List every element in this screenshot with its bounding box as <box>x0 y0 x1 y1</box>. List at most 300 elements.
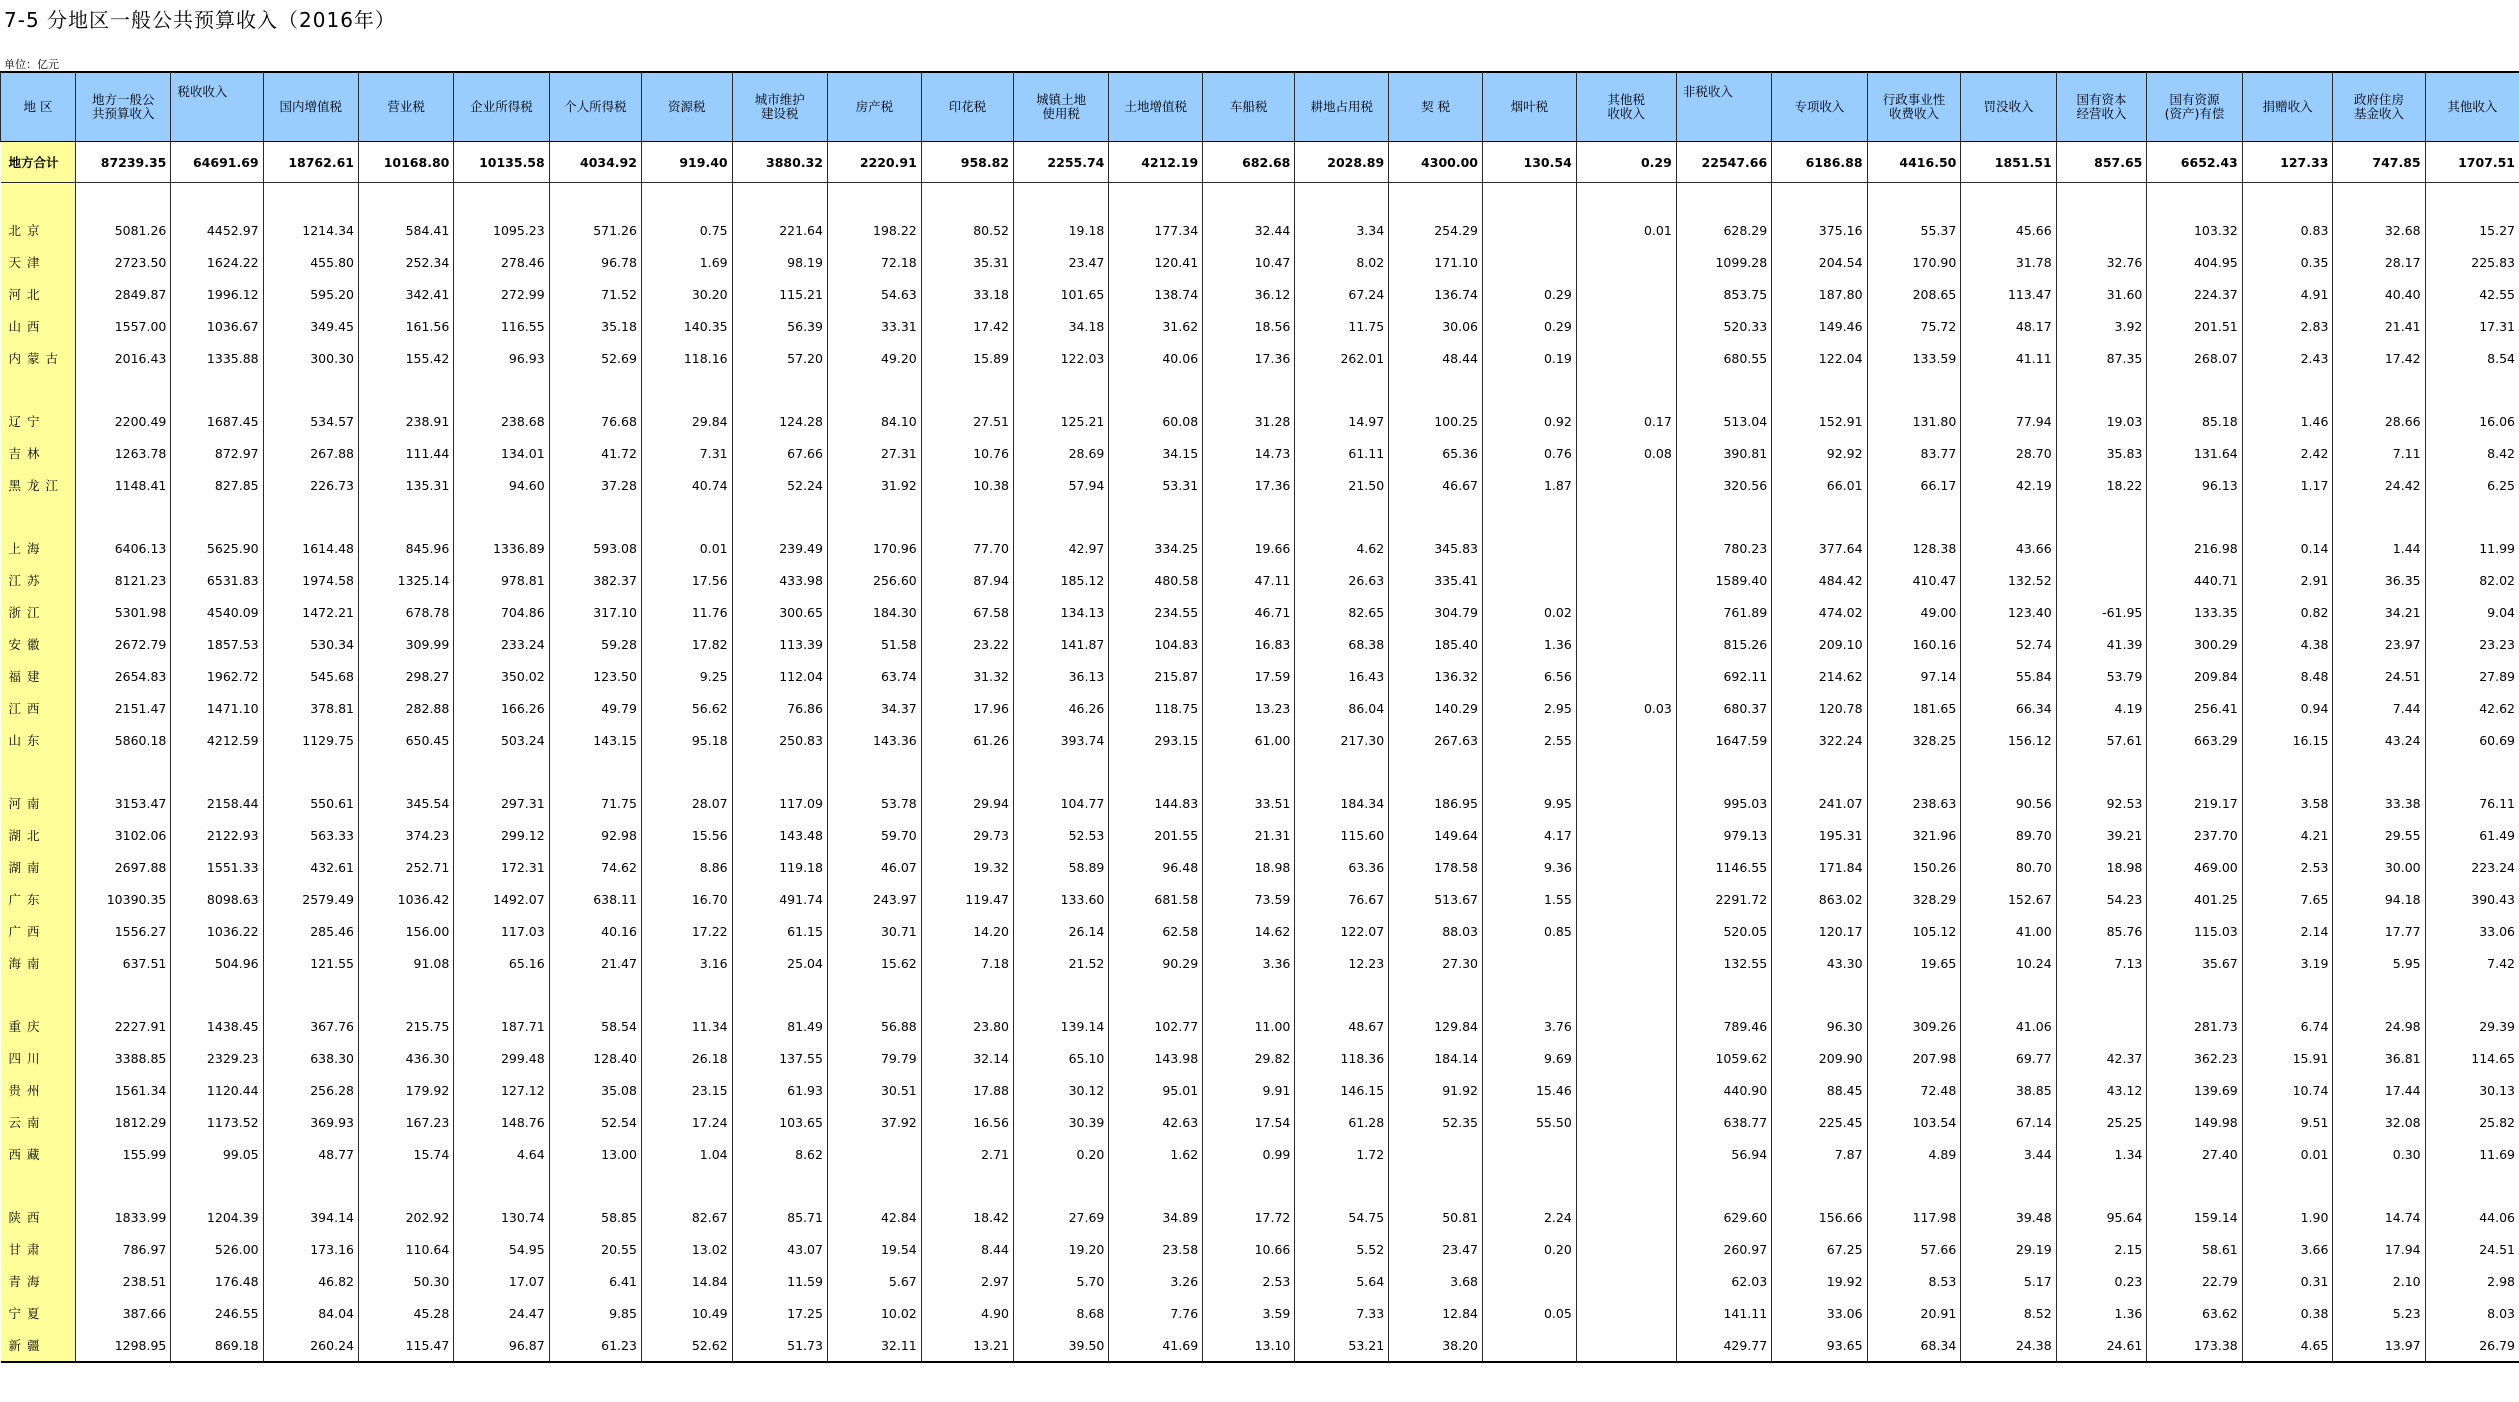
header-tax-col-1 <box>263 72 358 142</box>
value-cell: 91.92 <box>1389 1074 1483 1106</box>
value-cell: 19.65 <box>1867 947 1961 979</box>
value-cell: 0.29 <box>1576 142 1676 183</box>
empty-cell <box>1961 183 2056 215</box>
value-cell: 43.07 <box>732 1233 827 1265</box>
value-cell: 85.18 <box>2147 405 2242 437</box>
empty-cell <box>1014 979 1109 1010</box>
value-cell: 46.26 <box>1014 692 1109 724</box>
value-cell <box>1576 469 1676 501</box>
header-nontax-col-6 <box>2242 72 2333 142</box>
value-cell: 42.19 <box>1961 469 2056 501</box>
header-tax-col-12 <box>1295 72 1389 142</box>
empty-cell <box>1389 374 1483 405</box>
empty-cell <box>732 979 827 1010</box>
value-cell: 19.03 <box>2056 405 2147 437</box>
value-cell: 369.93 <box>263 1106 358 1138</box>
value-cell: 682.68 <box>1203 142 1295 183</box>
empty-cell <box>1576 374 1676 405</box>
value-cell: 504.96 <box>171 947 263 979</box>
value-cell <box>1576 564 1676 596</box>
header-tax-col-5-line1: 资源税 <box>668 99 706 114</box>
value-cell: 136.32 <box>1389 660 1483 692</box>
value-cell: 61.00 <box>1203 724 1295 756</box>
value-cell: 678.78 <box>358 596 453 628</box>
value-cell: 201.55 <box>1109 819 1203 851</box>
value-cell: 2.55 <box>1482 724 1576 756</box>
value-cell: 250.83 <box>732 724 827 756</box>
empty-cell <box>358 374 453 405</box>
value-cell: 256.60 <box>827 564 921 596</box>
value-cell <box>1576 660 1676 692</box>
value-cell: 201.51 <box>2147 310 2242 342</box>
value-cell: 185.12 <box>1014 564 1109 596</box>
value-cell: 256.28 <box>263 1074 358 1106</box>
empty-cell <box>1109 183 1203 215</box>
value-cell: 44.06 <box>2425 1201 2519 1233</box>
value-cell: 198.22 <box>827 214 921 246</box>
empty-cell <box>1389 979 1483 1010</box>
value-cell <box>1482 1329 1576 1362</box>
empty-cell <box>2242 756 2333 787</box>
header-nontax-col-7-line1: 政府住房 <box>2354 92 2405 107</box>
empty-cell <box>1203 501 1295 532</box>
value-cell: 29.55 <box>2333 819 2425 851</box>
region-cell <box>1 756 76 787</box>
value-cell: 173.16 <box>263 1233 358 1265</box>
value-cell: 21.50 <box>1295 469 1389 501</box>
value-cell: 43.24 <box>2333 724 2425 756</box>
value-cell: 141.11 <box>1676 1297 1771 1329</box>
value-cell: 27.89 <box>2425 660 2519 692</box>
value-cell: 94.18 <box>2333 883 2425 915</box>
value-cell: 25.04 <box>732 947 827 979</box>
value-cell: 3.26 <box>1109 1265 1203 1297</box>
value-cell: 90.29 <box>1109 947 1203 979</box>
value-cell: 76.86 <box>732 692 827 724</box>
header-tax-col-1-line1: 国内增值税 <box>279 99 343 114</box>
value-cell: 1148.41 <box>76 469 171 501</box>
empty-cell <box>2147 979 2242 1010</box>
value-cell: 0.31 <box>2242 1265 2333 1297</box>
value-cell: 63.74 <box>827 660 921 692</box>
value-cell: 32.68 <box>2333 214 2425 246</box>
value-cell: 112.04 <box>732 660 827 692</box>
value-cell: 103.65 <box>732 1106 827 1138</box>
header-tax-col-4 <box>549 72 641 142</box>
value-cell: 127.12 <box>454 1074 549 1106</box>
table-row <box>1 342 2519 374</box>
value-cell <box>1576 596 1676 628</box>
value-cell: 121.55 <box>263 947 358 979</box>
value-cell: 60.69 <box>2425 724 2519 756</box>
value-cell: 15.46 <box>1482 1074 1576 1106</box>
empty-cell <box>1676 501 1771 532</box>
empty-cell <box>732 374 827 405</box>
empty-cell <box>1867 183 1961 215</box>
value-cell: 41.06 <box>1961 1010 2056 1042</box>
empty-cell <box>1389 1170 1483 1201</box>
value-cell: 223.24 <box>2425 851 2519 883</box>
header-tax-col-6 <box>732 72 827 142</box>
value-cell: 0.94 <box>2242 692 2333 724</box>
empty-cell <box>1961 756 2056 787</box>
value-cell: 0.75 <box>641 214 732 246</box>
value-cell: 43.12 <box>2056 1074 2147 1106</box>
value-cell: 131.64 <box>2147 437 2242 469</box>
value-cell: 34.89 <box>1109 1201 1203 1233</box>
value-cell: 238.63 <box>1867 787 1961 819</box>
value-cell: 31.78 <box>1961 246 2056 278</box>
empty-cell <box>1109 979 1203 1010</box>
value-cell: 116.55 <box>454 310 549 342</box>
value-cell: 13.10 <box>1203 1329 1295 1362</box>
value-cell: 172.31 <box>454 851 549 883</box>
empty-cell <box>76 501 171 532</box>
value-cell: 410.47 <box>1867 564 1961 596</box>
value-cell: 0.92 <box>1482 405 1576 437</box>
header-nontax-col-5-line1: 国有资源 <box>2169 92 2220 107</box>
header-tax-col-9-line2: 使用税 <box>1042 106 1080 121</box>
header-nontax-col-4-line2: 经营收入 <box>2076 106 2127 121</box>
value-cell: 208.65 <box>1867 278 1961 310</box>
value-cell: 8.86 <box>641 851 732 883</box>
value-cell: 49.20 <box>827 342 921 374</box>
value-cell: 8.03 <box>2425 1297 2519 1329</box>
value-cell: 47.11 <box>1203 564 1295 596</box>
empty-cell <box>827 501 921 532</box>
value-cell: 13.02 <box>641 1233 732 1265</box>
value-cell: 57.20 <box>732 342 827 374</box>
value-cell: 55.37 <box>1867 214 1961 246</box>
value-cell: 96.87 <box>454 1329 549 1362</box>
value-cell: 41.11 <box>1961 342 2056 374</box>
value-cell: 853.75 <box>1676 278 1771 310</box>
value-cell: 2.83 <box>2242 310 2333 342</box>
value-cell: 17.44 <box>2333 1074 2425 1106</box>
header-local-total-line1: 地方一般公 <box>91 92 155 107</box>
empty-cell <box>1867 979 1961 1010</box>
value-cell: 32.14 <box>921 1042 1013 1074</box>
region-cell: 广东 <box>1 883 76 915</box>
value-cell: 21.31 <box>1203 819 1295 851</box>
empty-cell <box>1109 756 1203 787</box>
value-cell: 28.69 <box>1014 437 1109 469</box>
value-cell: 12.23 <box>1295 947 1389 979</box>
value-cell: 0.83 <box>2242 214 2333 246</box>
value-cell: 125.21 <box>1014 405 1109 437</box>
value-cell: 123.50 <box>549 660 641 692</box>
value-cell: 18.56 <box>1203 310 1295 342</box>
empty-cell <box>1482 756 1576 787</box>
region-cell <box>1 501 76 532</box>
spacer-row <box>1 756 2519 787</box>
empty-cell <box>1482 1170 1576 1201</box>
region-cell: 重庆 <box>1 1010 76 1042</box>
value-cell: 96.30 <box>1772 1010 1867 1042</box>
header-nontax-col-5 <box>2147 72 2242 142</box>
value-cell <box>1576 1265 1676 1297</box>
value-cell: 8.42 <box>2425 437 2519 469</box>
empty-cell <box>76 756 171 787</box>
table-row <box>1 851 2519 883</box>
value-cell: 2579.49 <box>263 883 358 915</box>
value-cell: 1472.21 <box>263 596 358 628</box>
value-cell: 61.26 <box>921 724 1013 756</box>
header-nontax-col-2 <box>1867 72 1961 142</box>
value-cell: 5.23 <box>2333 1297 2425 1329</box>
value-cell: 40.40 <box>2333 278 2425 310</box>
value-cell: 123.40 <box>1961 596 2056 628</box>
value-cell <box>2056 564 2147 596</box>
value-cell: 243.97 <box>827 883 921 915</box>
value-cell: 14.73 <box>1203 437 1295 469</box>
value-cell: 11.34 <box>641 1010 732 1042</box>
value-cell: 87239.35 <box>76 142 171 183</box>
empty-cell <box>2056 979 2147 1010</box>
empty-cell <box>1772 1170 1867 1201</box>
value-cell: 0.20 <box>1014 1138 1109 1170</box>
value-cell: 1.69 <box>641 246 732 278</box>
value-cell: 74.62 <box>549 851 641 883</box>
value-cell: 281.73 <box>2147 1010 2242 1042</box>
value-cell: 2.14 <box>2242 915 2333 947</box>
value-cell: 209.84 <box>2147 660 2242 692</box>
empty-cell <box>1109 1170 1203 1201</box>
value-cell: 328.25 <box>1867 724 1961 756</box>
value-cell <box>1576 628 1676 660</box>
value-cell: 958.82 <box>921 142 1013 183</box>
header-tax-col-6-line2: 建设税 <box>761 106 799 121</box>
value-cell: 563.33 <box>263 819 358 851</box>
value-cell: 138.74 <box>1109 278 1203 310</box>
value-cell: 52.54 <box>549 1106 641 1138</box>
value-cell: 17.88 <box>921 1074 1013 1106</box>
value-cell <box>1482 246 1576 278</box>
header-tax-col-2 <box>358 72 453 142</box>
value-cell: 53.78 <box>827 787 921 819</box>
value-cell: 31.62 <box>1109 310 1203 342</box>
empty-cell <box>454 183 549 215</box>
value-cell: 137.55 <box>732 1042 827 1074</box>
value-cell: 863.02 <box>1772 883 1867 915</box>
value-cell: 0.01 <box>641 532 732 564</box>
empty-cell <box>2425 183 2519 215</box>
value-cell: 50.81 <box>1389 1201 1483 1233</box>
value-cell: 85.71 <box>732 1201 827 1233</box>
value-cell: 2.43 <box>2242 342 2333 374</box>
value-cell: 393.74 <box>1014 724 1109 756</box>
value-cell: 1129.75 <box>263 724 358 756</box>
value-cell: 5301.98 <box>76 596 171 628</box>
value-cell: 41.00 <box>1961 915 2056 947</box>
empty-cell <box>2242 183 2333 215</box>
value-cell: 1036.42 <box>358 883 453 915</box>
value-cell: 176.48 <box>171 1265 263 1297</box>
value-cell: 61.23 <box>549 1329 641 1362</box>
value-cell: 6.56 <box>1482 660 1576 692</box>
empty-cell <box>2425 374 2519 405</box>
value-cell: 9.91 <box>1203 1074 1295 1106</box>
value-cell: 26.18 <box>641 1042 732 1074</box>
value-cell: 110.64 <box>358 1233 453 1265</box>
header-tax-col-14-line1: 烟叶税 <box>1510 99 1549 114</box>
value-cell <box>1576 1201 1676 1233</box>
value-cell: 97.14 <box>1867 660 1961 692</box>
value-cell: 786.97 <box>76 1233 171 1265</box>
value-cell: 10.76 <box>921 437 1013 469</box>
value-cell: 131.80 <box>1867 405 1961 437</box>
value-cell: 128.38 <box>1867 532 1961 564</box>
value-cell: 0.05 <box>1482 1297 1576 1329</box>
value-cell: 8.44 <box>921 1233 1013 1265</box>
value-cell: 1857.53 <box>171 628 263 660</box>
value-cell: 84.10 <box>827 405 921 437</box>
value-cell: 46.07 <box>827 851 921 883</box>
value-cell: 1120.44 <box>171 1074 263 1106</box>
value-cell: 3.44 <box>1961 1138 2056 1170</box>
value-cell: 3.76 <box>1482 1010 1576 1042</box>
value-cell: 5.17 <box>1961 1265 2056 1297</box>
value-cell: 35.18 <box>549 310 641 342</box>
empty-cell <box>454 374 549 405</box>
value-cell: 95.01 <box>1109 1074 1203 1106</box>
value-cell: 29.73 <box>921 819 1013 851</box>
value-cell: 815.26 <box>1676 628 1771 660</box>
value-cell: 5081.26 <box>76 214 171 246</box>
empty-cell <box>1295 756 1389 787</box>
value-cell: 71.52 <box>549 278 641 310</box>
value-cell: 432.61 <box>263 851 358 883</box>
value-cell: 8.52 <box>1961 1297 2056 1329</box>
header-nontax-col-3 <box>1961 72 2056 142</box>
value-cell: 150.26 <box>1867 851 1961 883</box>
value-cell: 149.46 <box>1772 310 1867 342</box>
value-cell: 35.08 <box>549 1074 641 1106</box>
value-cell: 28.07 <box>641 787 732 819</box>
header-nontax-col-2-line1: 行政事业性 <box>1882 92 1946 107</box>
value-cell: 0.35 <box>2242 246 2333 278</box>
value-cell: 155.99 <box>76 1138 171 1170</box>
value-cell: 5.52 <box>1295 1233 1389 1265</box>
value-cell: 221.64 <box>732 214 827 246</box>
value-cell: 117.09 <box>732 787 827 819</box>
value-cell: 100.25 <box>1389 405 1483 437</box>
value-cell: 1471.10 <box>171 692 263 724</box>
value-cell: 54.23 <box>2056 883 2147 915</box>
value-cell: 4.90 <box>921 1297 1013 1329</box>
region-cell: 新疆 <box>1 1329 76 1362</box>
value-cell: 4.62 <box>1295 532 1389 564</box>
header-tax-col-7 <box>827 72 921 142</box>
value-cell: 377.64 <box>1772 532 1867 564</box>
value-cell: 2329.23 <box>171 1042 263 1074</box>
empty-cell <box>1295 1170 1389 1201</box>
value-cell: 24.61 <box>2056 1329 2147 1362</box>
empty-cell <box>1576 1170 1676 1201</box>
value-cell: 104.83 <box>1109 628 1203 660</box>
value-cell <box>1482 532 1576 564</box>
value-cell: 149.64 <box>1389 819 1483 851</box>
header-tax-col-10 <box>1109 72 1203 142</box>
value-cell: 120.41 <box>1109 246 1203 278</box>
value-cell: 15.27 <box>2425 214 2519 246</box>
value-cell: 857.65 <box>2056 142 2147 183</box>
value-cell: 11.00 <box>1203 1010 1295 1042</box>
value-cell: 15.89 <box>921 342 1013 374</box>
value-cell: 23.15 <box>641 1074 732 1106</box>
value-cell: 10390.35 <box>76 883 171 915</box>
unit-label: 单位：亿元 <box>4 58 59 71</box>
value-cell: 186.95 <box>1389 787 1483 819</box>
value-cell: 1833.99 <box>76 1201 171 1233</box>
value-cell: 1624.22 <box>171 246 263 278</box>
empty-cell <box>263 501 358 532</box>
value-cell: 140.35 <box>641 310 732 342</box>
value-cell: 309.99 <box>358 628 453 660</box>
value-cell: 141.87 <box>1014 628 1109 660</box>
value-cell: 185.40 <box>1389 628 1483 660</box>
value-cell: 17.24 <box>641 1106 732 1138</box>
region-cell: 辽宁 <box>1 405 76 437</box>
table-row <box>1 1106 2519 1138</box>
value-cell: 63.62 <box>2147 1297 2242 1329</box>
value-cell: 57.61 <box>2056 724 2147 756</box>
value-cell: 85.76 <box>2056 915 2147 947</box>
value-cell <box>1576 532 1676 564</box>
value-cell: 77.94 <box>1961 405 2056 437</box>
value-cell: 82.02 <box>2425 564 2519 596</box>
value-cell: 789.46 <box>1676 1010 1771 1042</box>
region-cell: 湖南 <box>1 851 76 883</box>
value-cell: 134.13 <box>1014 596 1109 628</box>
value-cell: 29.82 <box>1203 1042 1295 1074</box>
value-cell: 1095.23 <box>454 214 549 246</box>
value-cell: 81.49 <box>732 1010 827 1042</box>
value-cell: 238.91 <box>358 405 453 437</box>
value-cell: 1.90 <box>2242 1201 2333 1233</box>
value-cell: 1.55 <box>1482 883 1576 915</box>
table-row <box>1 1297 2519 1329</box>
value-cell: 179.92 <box>358 1074 453 1106</box>
header-nontax-col-1 <box>1772 72 1867 142</box>
value-cell: 1438.45 <box>171 1010 263 1042</box>
value-cell: 1974.58 <box>263 564 358 596</box>
header-tax-col-10-line1: 土地增值税 <box>1124 99 1188 114</box>
value-cell: 79.79 <box>827 1042 921 1074</box>
value-cell: 48.44 <box>1389 342 1483 374</box>
value-cell: 0.02 <box>1482 596 1576 628</box>
value-cell: 2200.49 <box>76 405 171 437</box>
value-cell: 26.14 <box>1014 915 1109 947</box>
empty-cell <box>2242 501 2333 532</box>
value-cell: 278.46 <box>454 246 549 278</box>
value-cell: 342.41 <box>358 278 453 310</box>
empty-cell <box>171 1170 263 1201</box>
value-cell: 6.74 <box>2242 1010 2333 1042</box>
table-row <box>1 214 2519 246</box>
value-cell: 0.03 <box>1576 692 1676 724</box>
value-cell: 2158.44 <box>171 787 263 819</box>
value-cell: 45.66 <box>1961 214 2056 246</box>
value-cell: 30.51 <box>827 1074 921 1106</box>
value-cell: 433.98 <box>732 564 827 596</box>
value-cell: 95.18 <box>641 724 732 756</box>
region-cell: 江西 <box>1 692 76 724</box>
value-cell: 25.25 <box>2056 1106 2147 1138</box>
value-cell: 113.47 <box>1961 278 2056 310</box>
table-row <box>1 1265 2519 1297</box>
value-cell: 3.36 <box>1203 947 1295 979</box>
